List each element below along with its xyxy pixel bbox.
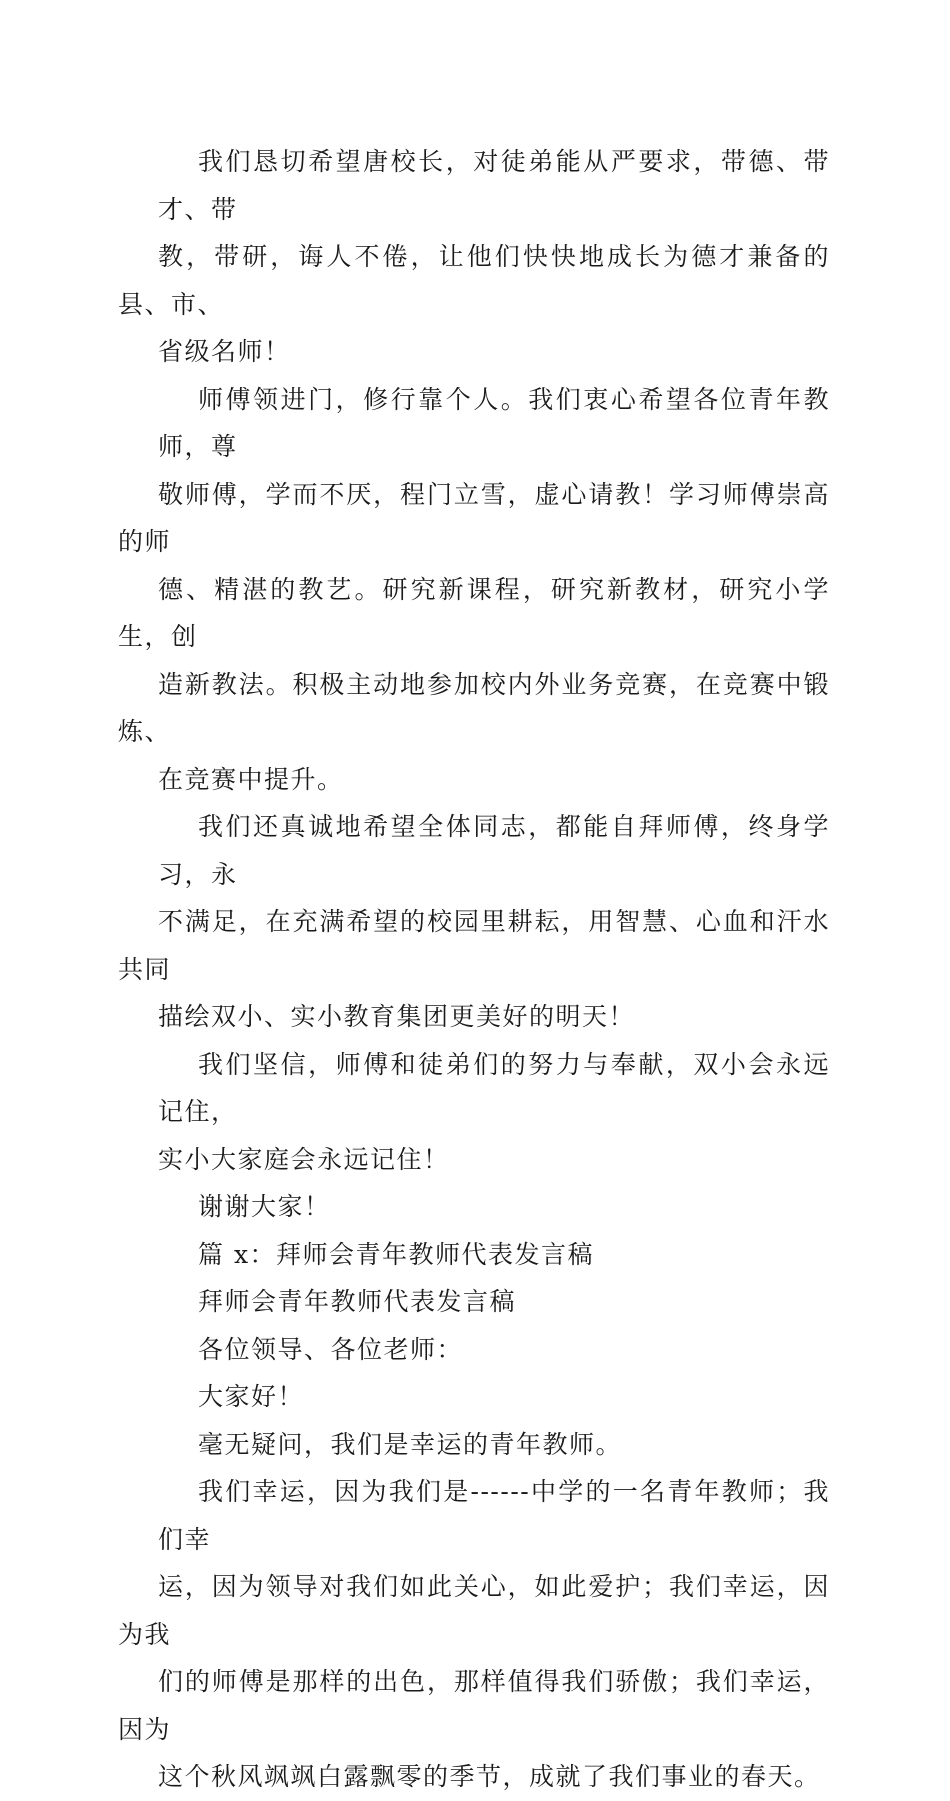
text-line: 实小大家庭会永远记住！ <box>158 1144 450 1174</box>
section-heading <box>118 1231 830 1279</box>
paragraph <box>118 1421 830 1469</box>
text-line: 大家好！ <box>198 1382 305 1411</box>
text-line: 我们幸运，因为我们是------中学的一名青年教师；我们幸 <box>158 1477 830 1554</box>
text-line: 描绘双小、实小教育集团更美好的明天！ <box>158 1002 636 1031</box>
paragraph <box>118 138 830 376</box>
paragraph <box>118 376 830 804</box>
paragraph <box>118 1041 830 1184</box>
text-line: 不满足，在充满希望的校园里耕耘，用智慧、心血和汗水共同 <box>118 907 830 984</box>
text-line: 我们还真诚地希望全体同志，都能自拜师傅，终身学习，永 <box>158 812 830 889</box>
text-line: 我们坚信，师傅和徒弟们的努力与奉献，双小会永远记住， <box>158 1049 830 1126</box>
greeting <box>118 1373 830 1421</box>
text-line: 我们恳切希望唐校长，对徒弟能从严要求，带德、带才、带 <box>158 147 830 224</box>
text-line: 篇 x：拜师会青年教师代表发言稿 <box>198 1239 595 1269</box>
text-line: 造新教法。积极主动地参加校内外业务竞赛，在竞赛中锻炼、 <box>118 669 830 746</box>
text-line: 在竞赛中提升。 <box>158 764 344 794</box>
text-line: 省级名师！ <box>158 337 291 366</box>
salutation <box>118 1326 830 1374</box>
text-line: 谢谢大家！ <box>198 1192 331 1221</box>
paragraph <box>118 1468 830 1801</box>
document-body <box>118 138 830 1801</box>
text-line: 敬师傅，学而不厌，程门立雪，虚心请教！学习师傅崇高的师 <box>118 479 830 556</box>
text-line: 师傅领进门，修行靠个人。我们衷心希望各位青年教师，尊 <box>158 384 830 461</box>
paragraph <box>118 1183 830 1231</box>
document-title <box>118 1278 830 1326</box>
paragraph <box>118 803 830 1041</box>
text-line: 们的师傅是那样的出色，那样值得我们骄傲；我们幸运，因为 <box>118 1667 830 1744</box>
text-line: 拜师会青年教师代表发言稿 <box>198 1287 517 1316</box>
text-line: 德、精湛的教艺。研究新课程，研究新教材，研究小学生，创 <box>118 574 830 651</box>
text-line: 运，因为领导对我们如此关心，如此爱护；我们幸运，因为我 <box>118 1572 830 1649</box>
text-line: 这个秋风飒飒白露飘零的季节，成就了我们事业的春天。 <box>158 1762 821 1791</box>
text-line: 教，带研，诲人不倦，让他们快快地成长为德才兼备的县、市、 <box>118 242 830 319</box>
text-line: 各位领导、各位老师： <box>198 1334 464 1364</box>
text-line: 毫无疑问，我们是幸运的青年教师。 <box>198 1429 623 1459</box>
